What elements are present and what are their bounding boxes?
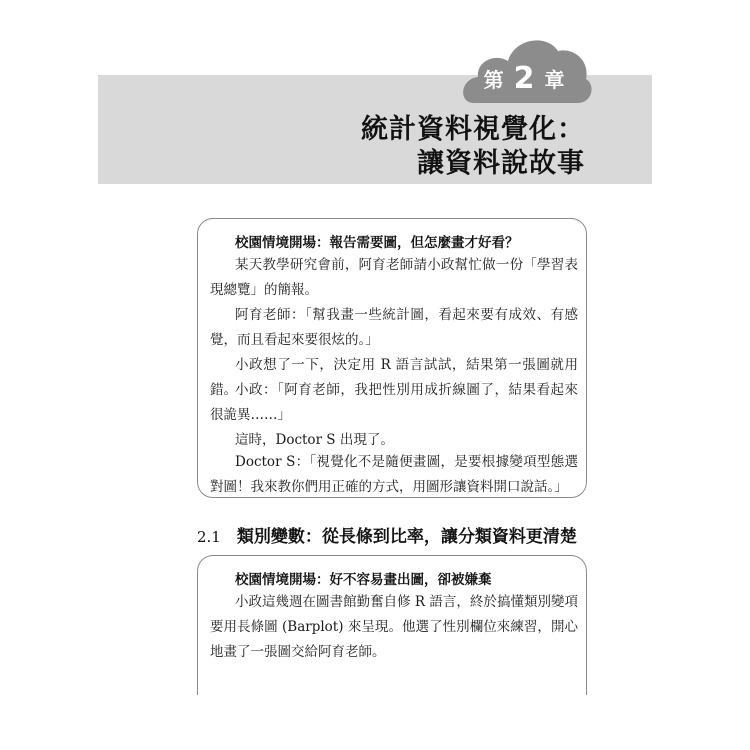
scenario-paragraph: 小政：「阿育老師，我把性別用成折線圖了，結果看起來很詭異……」 (210, 382, 578, 423)
section-title: 類別變數：從長條到比率，讓分類資料更清楚 (236, 527, 577, 547)
chapter-title-line2: 讓資料說故事 (417, 148, 585, 179)
chapter-title-line1: 統計資料視覺化： (361, 114, 585, 145)
chapter-label (466, 58, 582, 98)
scenario-box-2-title: 校園情境開場：好不容易畫出圖，卻被嫌棄 (235, 572, 492, 588)
chapter-number: 2 (513, 60, 535, 96)
scenario-paragraph: 小政想了一下，決定用 R 語言試試，結果第一張圖就用錯。 (210, 357, 578, 398)
scenario-paragraph: 小政這幾週在圖書館勤奮自修 R 語言，終於搞懂類別變項要用長條圖 (Barplot) 來呈現。他選了性別欄位來練習，開心地畫了一張圖交給阿育老師。 (210, 594, 578, 660)
scenario-box-1-title: 校園情境開場：報告需要圖，但怎麼畫才好看？ (235, 235, 519, 251)
section-heading (197, 522, 577, 547)
scenario-paragraph: Doctor S：「視覺化不是隨便畫圖，是要根據變項型態選對圖！我來教你們用正確的方式，用圖形讓資料開口說話。」 (210, 454, 578, 495)
chapter-suffix: 章 (544, 67, 565, 92)
scenario-paragraph: 某天教學研究會前，阿育老師請小政幫忙做一份「學習表現總覽」的簡報。 (210, 257, 578, 298)
scenario-paragraph: 阿育老師：「幫我畫一些統計圖，看起來要有成效、有感覺，而且看起來要很炫的。」 (210, 307, 578, 348)
chapter-prefix: 第 (483, 67, 504, 92)
section-number: 2.1 (197, 528, 221, 546)
scenario-paragraph: 這時，Doctor S 出現了。 (235, 432, 394, 448)
